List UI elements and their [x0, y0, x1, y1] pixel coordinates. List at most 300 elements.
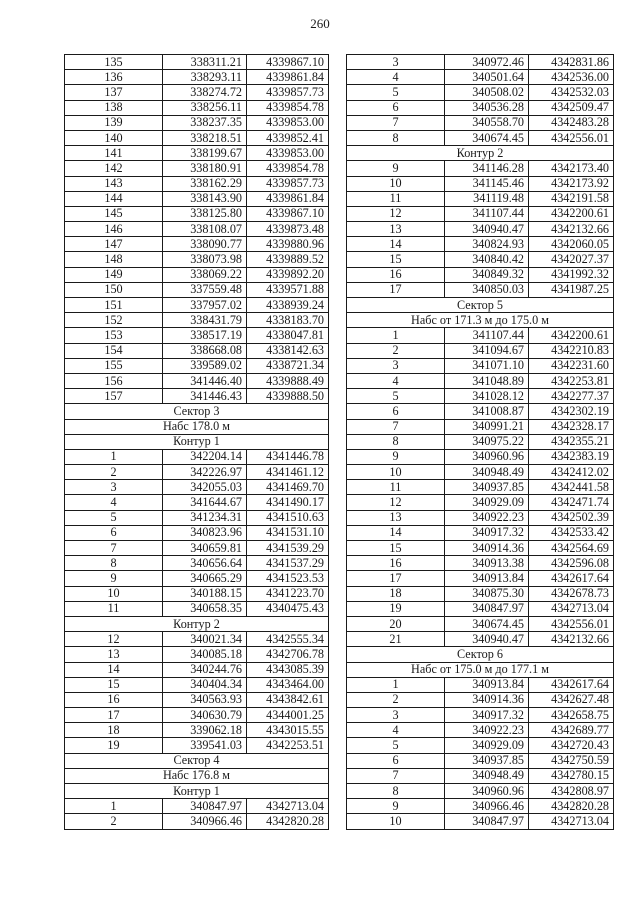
table-row — [65, 632, 329, 647]
table-row — [65, 130, 329, 145]
x-coordinate: 340917.32 — [445, 708, 529, 723]
table-row — [347, 206, 614, 221]
x-coordinate: 340847.97 — [163, 799, 247, 814]
point-number: 9 — [347, 449, 445, 464]
x-coordinate: 340966.46 — [445, 799, 529, 814]
x-coordinate: 341028.12 — [445, 389, 529, 404]
y-coordinate: 4340475.43 — [247, 601, 329, 616]
point-number: 8 — [347, 434, 445, 449]
y-coordinate: 4342556.01 — [529, 130, 614, 145]
point-number: 18 — [65, 723, 163, 738]
x-coordinate: 340913.38 — [445, 556, 529, 571]
point-number: 5 — [65, 510, 163, 525]
table-row — [347, 753, 614, 768]
point-number: 2 — [347, 692, 445, 707]
y-coordinate: 4342808.97 — [529, 784, 614, 799]
section-header-row — [65, 404, 329, 419]
x-coordinate: 340960.96 — [445, 784, 529, 799]
y-coordinate: 4342564.69 — [529, 541, 614, 556]
section-header-row — [65, 434, 329, 449]
y-coordinate: 4342627.48 — [529, 692, 614, 707]
x-coordinate: 338293.11 — [163, 70, 247, 85]
y-coordinate: 4341537.29 — [247, 556, 329, 571]
y-coordinate: 4342132.66 — [529, 632, 614, 647]
coordinates-table-left-body — [65, 55, 329, 830]
table-row — [65, 738, 329, 753]
table-row — [347, 252, 614, 267]
table-row — [347, 191, 614, 206]
x-coordinate: 339541.03 — [163, 738, 247, 753]
y-coordinate: 4342820.28 — [529, 799, 614, 814]
point-number: 148 — [65, 252, 163, 267]
y-coordinate: 4339857.73 — [247, 85, 329, 100]
point-number: 1 — [347, 328, 445, 343]
table-row — [65, 222, 329, 237]
coordinates-table-right — [346, 54, 614, 830]
x-coordinate: 340021.34 — [163, 632, 247, 647]
x-coordinate: 341446.40 — [163, 373, 247, 388]
point-number: 19 — [347, 601, 445, 616]
coordinates-table-right-body — [347, 55, 614, 830]
point-number: 1 — [347, 677, 445, 692]
x-coordinate: 342226.97 — [163, 465, 247, 480]
section-header: Набс от 171.3 м до 175.0 м — [347, 313, 614, 328]
section-header: Набс 176.8 м — [65, 768, 329, 783]
x-coordinate: 340850.03 — [445, 282, 529, 297]
x-coordinate: 340824.93 — [445, 237, 529, 252]
x-coordinate: 340917.32 — [445, 525, 529, 540]
y-coordinate: 4339854.78 — [247, 100, 329, 115]
y-coordinate: 4338047.81 — [247, 328, 329, 343]
table-row — [347, 692, 614, 707]
y-coordinate: 4342820.28 — [247, 814, 329, 829]
y-coordinate: 4339853.00 — [247, 146, 329, 161]
point-number: 6 — [347, 753, 445, 768]
x-coordinate: 340501.64 — [445, 70, 529, 85]
point-number: 10 — [347, 176, 445, 191]
table-row — [65, 176, 329, 191]
table-row — [65, 252, 329, 267]
x-coordinate: 340937.85 — [445, 480, 529, 495]
table-row — [347, 723, 614, 738]
x-coordinate: 338668.08 — [163, 343, 247, 358]
x-coordinate: 339589.02 — [163, 358, 247, 373]
point-number: 136 — [65, 70, 163, 85]
table-row — [65, 115, 329, 130]
y-coordinate: 4342713.04 — [247, 799, 329, 814]
point-number: 152 — [65, 313, 163, 328]
x-coordinate: 341644.67 — [163, 495, 247, 510]
x-coordinate: 340536.28 — [445, 100, 529, 115]
table-row — [65, 556, 329, 571]
y-coordinate: 4342132.66 — [529, 222, 614, 237]
x-coordinate: 340914.36 — [445, 692, 529, 707]
y-coordinate: 4342383.19 — [529, 449, 614, 464]
x-coordinate: 340875.30 — [445, 586, 529, 601]
table-row — [65, 480, 329, 495]
point-number: 16 — [65, 692, 163, 707]
table-row — [65, 191, 329, 206]
x-coordinate: 340085.18 — [163, 647, 247, 662]
x-coordinate: 338274.72 — [163, 85, 247, 100]
y-coordinate: 4342831.86 — [529, 55, 614, 70]
point-number: 18 — [347, 586, 445, 601]
table-row — [347, 495, 614, 510]
table-row — [347, 282, 614, 297]
x-coordinate: 340948.49 — [445, 465, 529, 480]
table-row — [65, 282, 329, 297]
point-number: 135 — [65, 55, 163, 70]
point-number: 13 — [347, 510, 445, 525]
x-coordinate: 338073.98 — [163, 252, 247, 267]
point-number: 16 — [347, 556, 445, 571]
y-coordinate: 4342509.47 — [529, 100, 614, 115]
point-number: 142 — [65, 161, 163, 176]
x-coordinate: 341048.89 — [445, 373, 529, 388]
x-coordinate: 340630.79 — [163, 708, 247, 723]
table-row — [347, 571, 614, 586]
y-coordinate: 4341992.32 — [529, 267, 614, 282]
point-number: 150 — [65, 282, 163, 297]
y-coordinate: 4339861.84 — [247, 191, 329, 206]
y-coordinate: 4343085.39 — [247, 662, 329, 677]
y-coordinate: 4342532.03 — [529, 85, 614, 100]
x-coordinate: 338125.80 — [163, 206, 247, 221]
table-row — [65, 449, 329, 464]
table-row — [347, 768, 614, 783]
table-row — [347, 55, 614, 70]
y-coordinate: 4339853.00 — [247, 115, 329, 130]
y-coordinate: 4342210.83 — [529, 343, 614, 358]
point-number: 20 — [347, 616, 445, 631]
y-coordinate: 4341469.70 — [247, 480, 329, 495]
point-number: 15 — [347, 252, 445, 267]
point-number: 147 — [65, 237, 163, 252]
y-coordinate: 4341510.63 — [247, 510, 329, 525]
y-coordinate: 4342173.40 — [529, 161, 614, 176]
table-row — [347, 130, 614, 145]
section-header: Сектор 6 — [347, 647, 614, 662]
table-row — [65, 146, 329, 161]
point-number: 6 — [65, 525, 163, 540]
table-row — [65, 541, 329, 556]
x-coordinate: 338108.07 — [163, 222, 247, 237]
y-coordinate: 4342689.77 — [529, 723, 614, 738]
table-row — [347, 449, 614, 464]
point-number: 145 — [65, 206, 163, 221]
y-coordinate: 4339888.50 — [247, 389, 329, 404]
point-number: 138 — [65, 100, 163, 115]
table-row — [65, 677, 329, 692]
table-row — [347, 677, 614, 692]
y-coordinate: 4342502.39 — [529, 510, 614, 525]
point-number: 9 — [347, 799, 445, 814]
point-number: 156 — [65, 373, 163, 388]
point-number: 15 — [347, 541, 445, 556]
x-coordinate: 341119.48 — [445, 191, 529, 206]
y-coordinate: 4342173.92 — [529, 176, 614, 191]
x-coordinate: 338143.90 — [163, 191, 247, 206]
point-number: 12 — [65, 632, 163, 647]
y-coordinate: 4342713.04 — [529, 601, 614, 616]
x-coordinate: 340914.36 — [445, 541, 529, 556]
point-number: 1 — [65, 449, 163, 464]
table-row — [65, 85, 329, 100]
table-row — [347, 222, 614, 237]
y-coordinate: 4341461.12 — [247, 465, 329, 480]
y-coordinate: 4341987.25 — [529, 282, 614, 297]
table-row — [347, 267, 614, 282]
y-coordinate: 4339861.84 — [247, 70, 329, 85]
table-row — [65, 723, 329, 738]
point-number: 151 — [65, 298, 163, 313]
section-header-row — [65, 419, 329, 434]
x-coordinate: 340922.23 — [445, 510, 529, 525]
point-number: 7 — [347, 115, 445, 130]
x-coordinate: 342204.14 — [163, 449, 247, 464]
x-coordinate: 340849.32 — [445, 267, 529, 282]
y-coordinate: 4341490.17 — [247, 495, 329, 510]
y-coordinate: 4342596.08 — [529, 556, 614, 571]
point-number: 157 — [65, 389, 163, 404]
point-number: 4 — [347, 373, 445, 388]
x-coordinate: 340656.64 — [163, 556, 247, 571]
section-header: Сектор 5 — [347, 298, 614, 313]
table-row — [347, 510, 614, 525]
table-row — [347, 237, 614, 252]
table-row — [347, 541, 614, 556]
y-coordinate: 4342231.60 — [529, 358, 614, 373]
table-row — [347, 161, 614, 176]
point-number: 14 — [347, 237, 445, 252]
point-number: 12 — [347, 495, 445, 510]
section-header: Сектор 4 — [65, 753, 329, 768]
x-coordinate: 339062.18 — [163, 723, 247, 738]
x-coordinate: 340658.35 — [163, 601, 247, 616]
section-header: Контур 1 — [65, 784, 329, 799]
x-coordinate: 340665.29 — [163, 571, 247, 586]
point-number: 3 — [347, 55, 445, 70]
x-coordinate: 342055.03 — [163, 480, 247, 495]
y-coordinate: 4342302.19 — [529, 404, 614, 419]
x-coordinate: 338218.51 — [163, 130, 247, 145]
x-coordinate: 340563.93 — [163, 692, 247, 707]
y-coordinate: 4342533.42 — [529, 525, 614, 540]
section-header-row — [65, 616, 329, 631]
table-row — [65, 328, 329, 343]
x-coordinate: 340937.85 — [445, 753, 529, 768]
y-coordinate: 4339852.41 — [247, 130, 329, 145]
table-row — [347, 738, 614, 753]
section-header: Набс 178.0 м — [65, 419, 329, 434]
table-row — [347, 784, 614, 799]
table-row — [347, 708, 614, 723]
y-coordinate: 4342750.59 — [529, 753, 614, 768]
point-number: 4 — [347, 723, 445, 738]
table-row — [347, 115, 614, 130]
table-row — [65, 298, 329, 313]
point-number: 154 — [65, 343, 163, 358]
point-number: 155 — [65, 358, 163, 373]
x-coordinate: 341446.43 — [163, 389, 247, 404]
table-row — [347, 434, 614, 449]
x-coordinate: 340674.45 — [445, 616, 529, 631]
point-number: 11 — [347, 191, 445, 206]
y-coordinate: 4339854.78 — [247, 161, 329, 176]
y-coordinate: 4342658.75 — [529, 708, 614, 723]
table-row — [65, 495, 329, 510]
section-header-row — [65, 784, 329, 799]
table-row — [65, 525, 329, 540]
table-row — [65, 206, 329, 221]
point-number: 2 — [65, 814, 163, 829]
y-coordinate: 4342412.02 — [529, 465, 614, 480]
table-row — [347, 799, 614, 814]
table-row — [347, 404, 614, 419]
table-row — [347, 465, 614, 480]
y-coordinate: 4342483.28 — [529, 115, 614, 130]
point-number: 17 — [347, 571, 445, 586]
x-coordinate: 338199.67 — [163, 146, 247, 161]
x-coordinate: 340991.21 — [445, 419, 529, 434]
point-number: 11 — [65, 601, 163, 616]
x-coordinate: 338431.79 — [163, 313, 247, 328]
y-coordinate: 4339857.73 — [247, 176, 329, 191]
table-row — [347, 70, 614, 85]
point-number: 9 — [65, 571, 163, 586]
x-coordinate: 341107.44 — [445, 328, 529, 343]
x-coordinate: 340913.84 — [445, 571, 529, 586]
point-number: 140 — [65, 130, 163, 145]
page-number: 260 — [310, 16, 330, 31]
table-row — [65, 267, 329, 282]
x-coordinate: 338162.29 — [163, 176, 247, 191]
point-number: 5 — [347, 389, 445, 404]
x-coordinate: 338311.21 — [163, 55, 247, 70]
x-coordinate: 338090.77 — [163, 237, 247, 252]
table-row — [347, 525, 614, 540]
x-coordinate: 341145.46 — [445, 176, 529, 191]
point-number: 10 — [347, 465, 445, 480]
table-row — [347, 343, 614, 358]
y-coordinate: 4338721.34 — [247, 358, 329, 373]
x-coordinate: 340940.47 — [445, 222, 529, 237]
section-header: Контур 1 — [65, 434, 329, 449]
point-number: 13 — [65, 647, 163, 662]
point-number: 8 — [347, 130, 445, 145]
y-coordinate: 4343015.55 — [247, 723, 329, 738]
y-coordinate: 4342678.73 — [529, 586, 614, 601]
table-row — [347, 616, 614, 631]
point-number: 8 — [347, 784, 445, 799]
x-coordinate: 341071.10 — [445, 358, 529, 373]
y-coordinate: 4339873.48 — [247, 222, 329, 237]
x-coordinate: 341008.87 — [445, 404, 529, 419]
x-coordinate: 341094.67 — [445, 343, 529, 358]
x-coordinate: 340913.84 — [445, 677, 529, 692]
table-row — [347, 85, 614, 100]
point-number: 10 — [347, 814, 445, 829]
point-number: 143 — [65, 176, 163, 191]
table-row — [347, 100, 614, 115]
table-row — [347, 814, 614, 829]
y-coordinate: 4344001.25 — [247, 708, 329, 723]
table-row — [65, 55, 329, 70]
point-number: 149 — [65, 267, 163, 282]
point-number: 7 — [347, 768, 445, 783]
x-coordinate: 340558.70 — [445, 115, 529, 130]
section-header: Контур 2 — [65, 616, 329, 631]
table-row — [65, 586, 329, 601]
table-row — [65, 358, 329, 373]
table-row — [65, 647, 329, 662]
section-header-row — [65, 768, 329, 783]
point-number: 7 — [65, 541, 163, 556]
point-number: 146 — [65, 222, 163, 237]
x-coordinate: 340188.15 — [163, 586, 247, 601]
point-number: 19 — [65, 738, 163, 753]
y-coordinate: 4339571.88 — [247, 282, 329, 297]
x-coordinate: 340960.96 — [445, 449, 529, 464]
point-number: 14 — [65, 662, 163, 677]
y-coordinate: 4338939.24 — [247, 298, 329, 313]
x-coordinate: 340929.09 — [445, 495, 529, 510]
table-row — [347, 373, 614, 388]
point-number: 6 — [347, 404, 445, 419]
y-coordinate: 4341523.53 — [247, 571, 329, 586]
point-number: 3 — [347, 708, 445, 723]
x-coordinate: 340823.96 — [163, 525, 247, 540]
point-number: 21 — [347, 632, 445, 647]
table-row — [65, 237, 329, 252]
table-row — [65, 161, 329, 176]
table-row — [347, 389, 614, 404]
y-coordinate: 4342200.61 — [529, 206, 614, 221]
y-coordinate: 4341446.78 — [247, 449, 329, 464]
table-row — [65, 373, 329, 388]
table-row — [65, 571, 329, 586]
point-number: 144 — [65, 191, 163, 206]
y-coordinate: 4342536.00 — [529, 70, 614, 85]
y-coordinate: 4342328.17 — [529, 419, 614, 434]
table-row — [347, 176, 614, 191]
point-number: 6 — [347, 100, 445, 115]
y-coordinate: 4339867.10 — [247, 206, 329, 221]
x-coordinate: 341107.44 — [445, 206, 529, 221]
section-header-row — [347, 662, 614, 677]
y-coordinate: 4342355.21 — [529, 434, 614, 449]
table-row — [347, 419, 614, 434]
table-row — [347, 358, 614, 373]
table-row — [65, 692, 329, 707]
point-number: 4 — [65, 495, 163, 510]
section-header: Контур 2 — [347, 146, 614, 161]
x-coordinate: 337559.48 — [163, 282, 247, 297]
x-coordinate: 340940.47 — [445, 632, 529, 647]
point-number: 7 — [347, 419, 445, 434]
x-coordinate: 340972.46 — [445, 55, 529, 70]
y-coordinate: 4342277.37 — [529, 389, 614, 404]
x-coordinate: 338180.91 — [163, 161, 247, 176]
y-coordinate: 4339889.52 — [247, 252, 329, 267]
y-coordinate: 4342060.05 — [529, 237, 614, 252]
table-row — [347, 601, 614, 616]
table-row — [65, 389, 329, 404]
x-coordinate: 340404.34 — [163, 677, 247, 692]
table-row — [65, 343, 329, 358]
x-coordinate: 340674.45 — [445, 130, 529, 145]
x-coordinate: 338069.22 — [163, 267, 247, 282]
